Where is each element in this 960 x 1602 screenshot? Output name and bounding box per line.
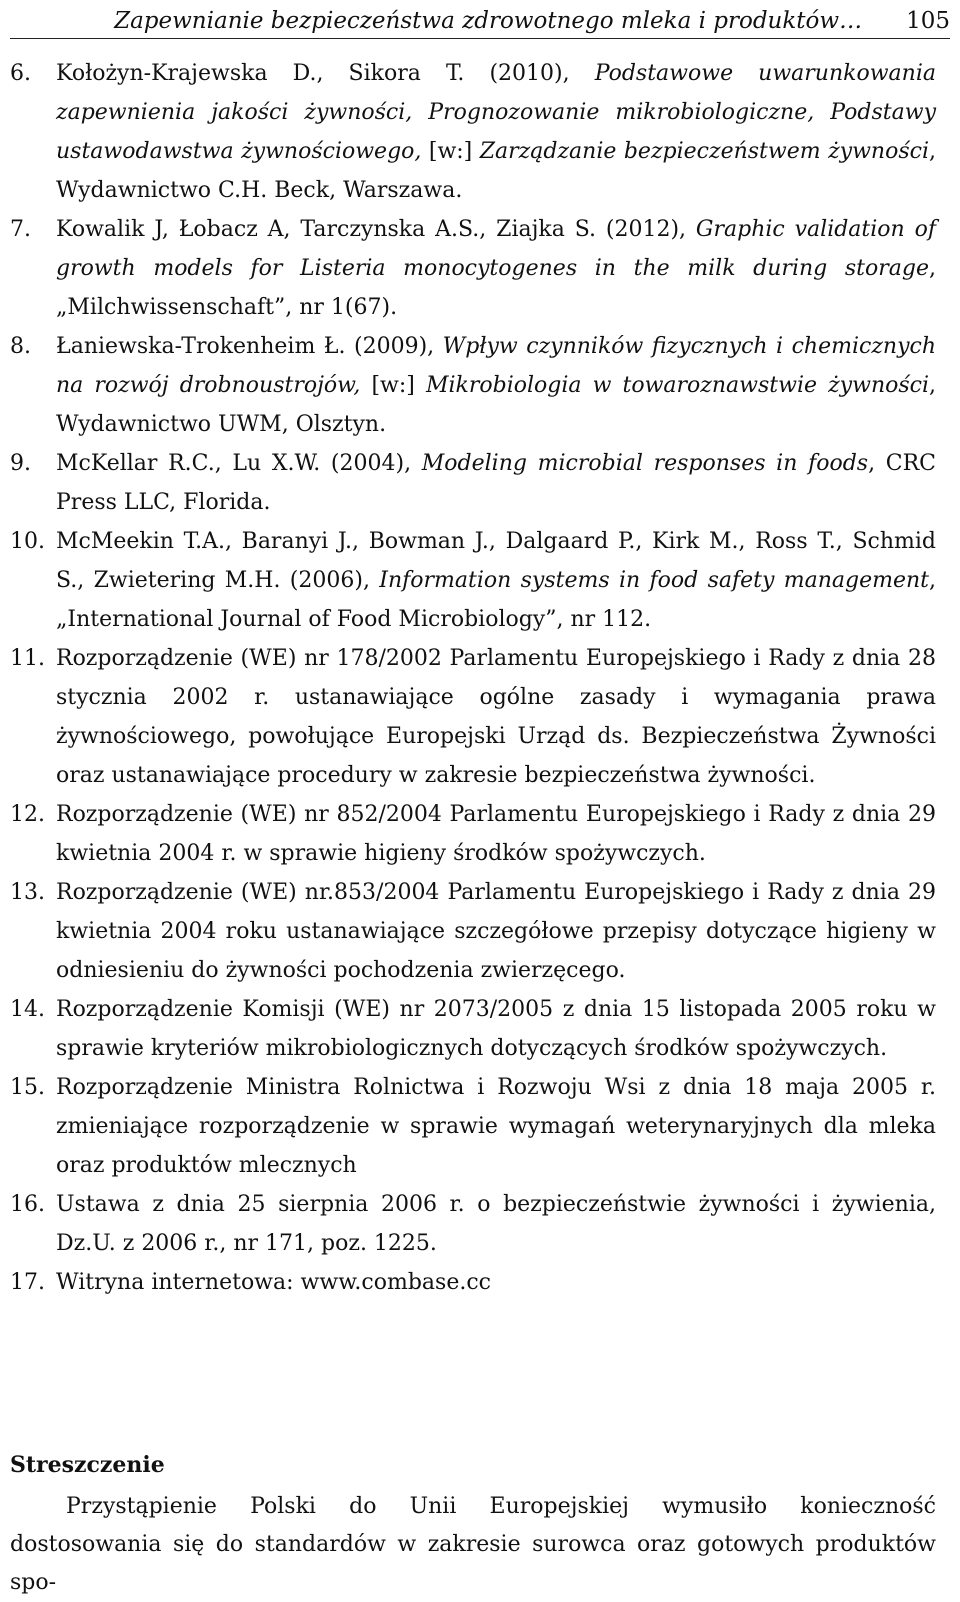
reference-number: 15. (10, 1075, 45, 1100)
running-head (10, 4, 950, 39)
reference-item (0, 444, 960, 522)
reference-item (0, 522, 960, 639)
reference-item (0, 1263, 960, 1302)
reference-number: 17. (10, 1270, 45, 1295)
reference-item (0, 990, 960, 1068)
reference-number: 9. (10, 451, 31, 476)
reference-list (0, 54, 960, 1302)
reference-text: Rozporządzenie (WE) nr 178/2002 Parlamentu Europejskiego i Rady z dnia 28 stycznia 2002 r. ustanawiające ogólne zasady i wymagania prawa żywnościowego, powołujące Europejski Urząd ds. Bezpieczeństwa Żywności oraz ustanawiające procedury w zakresie bezpieczeństwa żywności. (56, 646, 936, 788)
reference-item (0, 54, 960, 210)
reference-text: Kowalik J, Łobacz A, Tarczynska A.S., Ziajka S. (2012), Graphic validation of growth models for Listeria monocytogenes in the milk during storage, „Milchwissenschaft”, nr 1(67). (56, 217, 936, 320)
reference-text: Łaniewska-Trokenheim Ł. (2009), Wpływ czynników fizycznych i chemicznych na rozwój drobnoustrojów, [w:] Mikrobiologia w towaroznawstwie żywności, Wydawnictwo UWM, Olsztyn. (56, 334, 937, 437)
summary-heading: Streszczenie (10, 1452, 165, 1478)
reference-text: Witryna internetowa: www.combase.cc (56, 1270, 491, 1295)
reference-item (0, 327, 960, 444)
reference-number: 12. (10, 802, 45, 827)
reference-number: 10. (10, 529, 45, 554)
reference-number: 13. (10, 880, 45, 905)
reference-item (0, 1185, 960, 1263)
reference-text: Kołożyn-Krajewska D., Sikora T. (2010), Podstawowe uwarunkowania zapewnienia jakości żywności, Prognozowanie mikrobiologiczne, Podstawy ustawodawstwa żywnościowego, [w:] Zarządzanie bezpieczeństwem żywności, Wydawnictwo C.H. Beck, Warszawa. (56, 61, 936, 203)
reference-number: 14. (10, 997, 45, 1022)
reference-number: 11. (10, 646, 45, 671)
reference-text: McMeekin T.A., Baranyi J., Bowman J., Dalgaard P., Kirk M., Ross T., Schmid S., Zwietering M.H. (2006), Information systems in food safety management, „International Journal of Food Microbiology”, nr 112. (56, 529, 936, 632)
reference-text: Rozporządzenie Komisji (WE) nr 2073/2005 z dnia 15 listopada 2005 roku w sprawie kryteriów mikrobiologicznych dotyczących środków spożywczych. (56, 997, 936, 1061)
reference-number: 6. (10, 61, 31, 86)
reference-number: 16. (10, 1192, 45, 1217)
reference-item (0, 210, 960, 327)
running-head-title: Zapewnianie bezpieczeństwa zdrowotnego mleka i produktów… (114, 8, 863, 34)
reference-text: Rozporządzenie (WE) nr.853/2004 Parlamentu Europejskiego i Rady z dnia 29 kwietnia 2004 roku ustanawiające szczegółowe przepisy dotyczące higieny w odniesieniu do żywności pochodzenia zwierzęcego. (56, 880, 936, 983)
page-number: 105 (906, 8, 950, 34)
reference-text: Rozporządzenie Ministra Rolnictwa i Rozwoju Wsi z dnia 18 maja 2005 r. zmieniające rozporządzenie w sprawie wymagań weterynaryjnych dla mleka oraz produktów mlecznych (56, 1075, 936, 1178)
reference-item (0, 639, 960, 795)
reference-text: Rozporządzenie (WE) nr 852/2004 Parlamentu Europejskiego i Rady z dnia 29 kwietnia 2004 r. w sprawie higieny środków spożywczych. (56, 802, 936, 866)
reference-text: McKellar R.C., Lu X.W. (2004), Modeling microbial responses in foods, CRC Press LLC, Florida. (56, 451, 936, 515)
reference-number: 7. (10, 217, 31, 242)
reference-text: Ustawa z dnia 25 sierpnia 2006 r. o bezpieczeństwie żywności i żywienia, Dz.U. z 2006 r., nr 171, poz. 1225. (56, 1192, 936, 1256)
reference-number: 8. (10, 334, 31, 359)
reference-item (0, 873, 960, 990)
reference-item (0, 1068, 960, 1185)
summary-paragraph: Przystąpienie Polski do Unii Europejskiej wymusiło konieczność dostosowania się do standardów w zakresie surowca oraz gotowych produktów spo- (10, 1494, 936, 1595)
reference-item (0, 795, 960, 873)
